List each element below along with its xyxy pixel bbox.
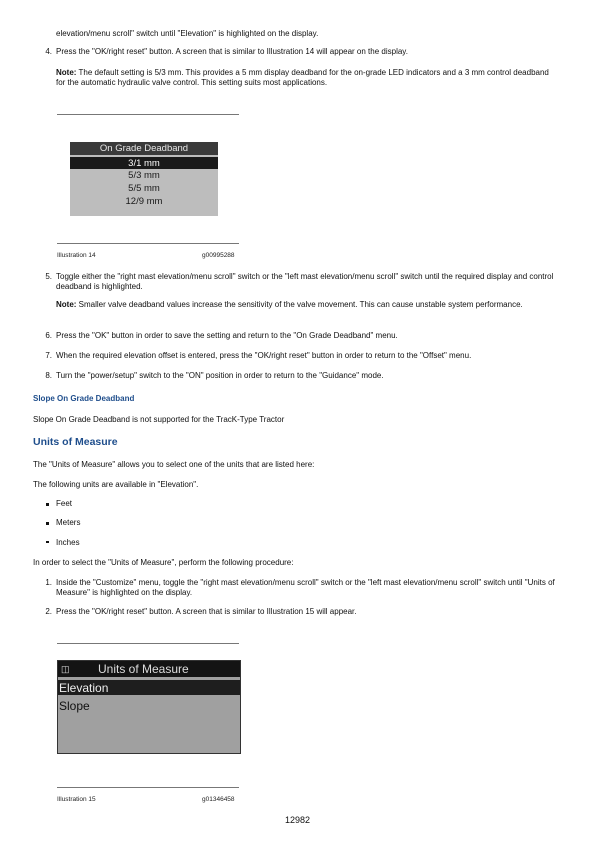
screen-item: 12/9 mm [125,196,163,207]
units-available: The following units are available in "Elevation". [33,480,199,489]
note-text: The default setting is 5/3 mm. This provides a 5 mm display deadband for the on-grade LED indicators and a 3 mm control deadband for the automatic hydraulic valve control. This setting suits most applications. [56,68,549,87]
step-text: When the required elevation offset is entered, press the "OK/right reset" button in order to return to the "Offset" menu. [56,351,472,360]
slope-text: Slope On Grade Deadband is not supported for the TracK-Type Tractor [33,415,285,424]
menu-icon: ◫ [61,664,70,674]
illustration-top-rule [57,643,239,644]
note-paragraph [56,68,556,88]
screen-header-bar [58,661,240,677]
step-number: 1. [45,578,52,587]
step-number: 5. [45,272,52,281]
section-heading-units: Units of Measure [33,436,118,448]
step-text: Toggle either the "right mast elevation/menu scroll" switch or the "left mast elevation/menu scroll" switch until the required display and control deadband is highlighted. [56,272,554,291]
illustration-top-rule [57,114,239,115]
note-label: Note: [56,68,77,77]
step-text: Press the "OK/right reset" button. A screen that is similar to Illustration 15 will appear. [56,607,357,616]
page-number: 12982 [284,815,311,825]
step-text: Turn the "power/setup" switch to the "ON" position in order to return to the "Guidance" mode. [56,371,384,380]
step-text: Press the "OK/right reset" button. A screen that is similar to Illustration 14 will appear on the display. [56,47,408,56]
illustration-bottom-rule [57,787,239,788]
step-number: 6. [45,331,52,340]
step-text: Press the "OK" button in order to save the setting and return to the "On Grade Deadband" menu. [56,331,398,340]
units-list-item: Inches [56,538,80,547]
illustration-code: g00995288 [202,252,235,259]
section-heading-slope: Slope On Grade Deadband [33,394,135,403]
bullet-marker [46,503,49,506]
units-of-measure-screen [57,660,241,754]
note-text: Smaller valve deadband values increase the sensitivity of the valve movement. This can cause unstable system performance. [76,300,523,309]
step-number: 4. [45,47,52,56]
screen-header: Units of Measure [98,662,189,676]
units-list-item: Meters [56,518,81,527]
on-grade-deadband-screen [70,142,218,216]
note-label: Note: [56,300,77,309]
illustration-bottom-rule [57,243,239,244]
units-intro: The "Units of Measure" allows you to select one of the units that are listed here: [33,460,315,469]
illustration-caption: Illustration 15 [57,796,96,803]
screen-item: 5/3 mm [128,170,160,181]
step-number: 7. [45,351,52,360]
procedure-intro: In order to select the "Units of Measure", perform the following procedure: [33,558,294,567]
step-number: 8. [45,371,52,380]
note-paragraph [56,300,556,310]
screen-item: 5/5 mm [128,183,160,194]
screen-header: On Grade Deadband [70,142,218,155]
units-list-item: Feet [56,499,73,508]
screen-item: Slope [59,699,90,713]
screen-item-selected: Elevation [59,681,109,695]
illustration-caption: Illustration 14 [57,252,96,259]
screen-item-selected-bar [58,680,240,695]
continuation-text: elevation/menu scroll" switch until "Elevation" is highlighted on the display. [56,29,319,38]
bullet-marker [46,541,49,543]
screen-item-selected: 3/1 mm [70,157,218,169]
illustration-code: g01346458 [202,796,235,803]
step-text: Inside the "Customize" menu, toggle the "right mast elevation/menu scroll" switch or the "left mast elevation/menu scroll" switch until "Units of Measure" is highlighted on the display. [56,578,555,597]
bullet-marker [46,522,49,525]
step-number: 2. [45,607,52,616]
